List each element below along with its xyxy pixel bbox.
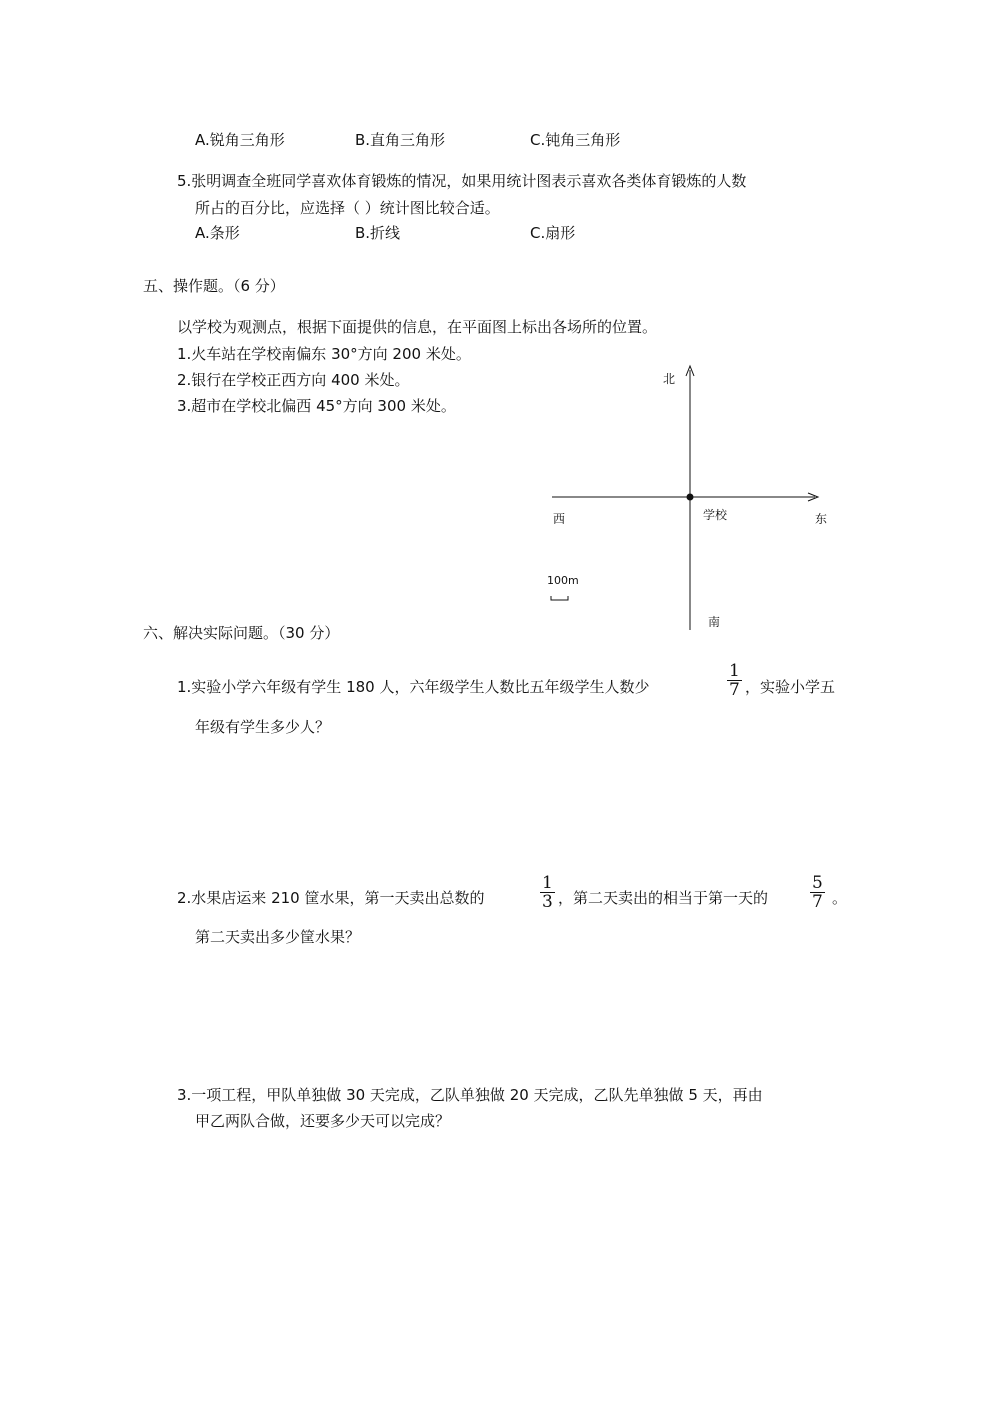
p2-line1-a: 2.水果店运来 210 筐水果，第一天卖出总数的 [177, 889, 485, 907]
p2-line2: 第二天卖出多少筐水果？ [195, 928, 361, 946]
compass-diagram [540, 360, 840, 640]
section5-heading: 五、操作题。（6 分） [143, 277, 285, 295]
p2-line1-c: 。 [832, 889, 848, 907]
q5-option-c: C.扇形 [530, 224, 576, 242]
q4-option-a: A.锐角三角形 [195, 131, 285, 149]
section5-item-1: 1.火车站在学校南偏东 30°方向 200 米处。 [177, 345, 471, 363]
p2-fraction-1 [540, 874, 555, 911]
p1-line2: 年级有学生多少人？ [195, 718, 331, 736]
north-label: 北 [663, 372, 676, 386]
p3-line1: 3.一项工程，甲队单独做 30 天完成，乙队单独做 20 天完成，乙队先单独做 5 天，再由 [177, 1086, 763, 1104]
q4-option-b: B.直角三角形 [355, 131, 446, 149]
scale-label: 100m [547, 574, 579, 587]
q4-option-c: C.钝角三角形 [530, 131, 621, 149]
q5-line1: 5.张明调查全班同学喜欢体育锻炼的情况，如果用统计图表示喜欢各类体育锻炼的人数 [177, 172, 747, 190]
school-label: 学校 [703, 508, 728, 522]
p2-frac1-num: 1 [542, 873, 553, 893]
p2-frac2-den: 7 [812, 892, 823, 912]
q5-line2: 所占的百分比，应选择（ ）统计图比较合适。 [195, 199, 500, 217]
south-label: 南 [708, 615, 721, 629]
p1-fraction [727, 662, 742, 699]
school-point [687, 494, 694, 501]
q5-option-a: A.条形 [195, 224, 240, 242]
section5-item-2: 2.银行在学校正西方向 400 米处。 [177, 371, 410, 389]
p1-line1-after: ，实验小学五 [745, 678, 836, 696]
p3-line2: 甲乙两队合做，还要多少天可以完成？ [195, 1112, 451, 1130]
west-label: 西 [553, 512, 566, 526]
p2-frac1-den: 3 [542, 892, 553, 912]
p1-frac-den: 7 [729, 680, 740, 700]
section5-item-3: 3.超市在学校北偏西 45°方向 300 米处。 [177, 397, 456, 415]
scale-bar [551, 596, 568, 600]
q5-option-b: B.折线 [355, 224, 401, 242]
section5-intro: 以学校为观测点，根据下面提供的信息，在平面图上标出各场所的位置。 [177, 318, 658, 336]
east-label: 东 [815, 512, 828, 526]
p2-line1-b: ，第二天卖出的相当于第一天的 [558, 889, 769, 907]
p2-fraction-2 [810, 874, 825, 911]
section6-heading: 六、解决实际问题。（30 分） [143, 624, 340, 642]
p1-line1-before: 1.实验小学六年级有学生 180 人，六年级学生人数比五年级学生人数少 [177, 678, 650, 696]
p2-frac2-num: 5 [812, 873, 823, 893]
p1-frac-num: 1 [729, 661, 740, 681]
